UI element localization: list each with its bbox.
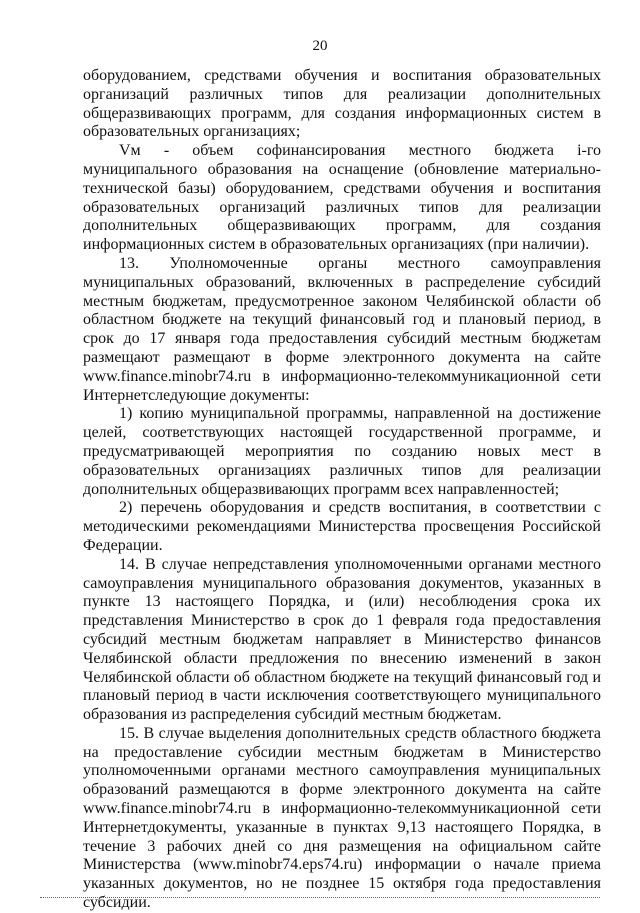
paragraph-13: 13. Уполномоченные органы местного самоуправления муниципальных образований, включенных в распределение субсидий местным бюджетам, предусмотренное законом Челябинской области об областном бюджете на текущий финансовый год и плановый период, в срок до 17 января года предоставления субсидий местным бюджетам размещают размещают в форме электронного документа на сайте www.finance.minobr74.ru в информационно-телекоммуникационной сети Интернетследующие документы: [83, 254, 601, 404]
paragraph-13-item-2: 2) перечень оборудования и средств воспитания, в соответствии с методическими рекомендациями Министерства просвещения Российской Федерации. [83, 499, 601, 554]
footer-divider [40, 897, 600, 898]
paragraph-13-item-1: 1) копию муниципальной программы, направленной на достижение целей, соответствующих настоящей государственной программе, и предусматривающей мероприятия по созданию новых мест в образовательных организациях различных типов для реализации дополнительных общеразвивающих программ всех направленностей; [83, 405, 601, 498]
paragraph-vm-definition: Vм - объем софинансирования местного бюджета i-го муниципального образования на оснащение (обновление материально-технической базы) оборудованием, средствами обучения и воспитания образовательных организаций различных типов для реализации дополнительных общеразвивающих программ, для создания информационных систем в образовательных организациях (при наличии). [83, 142, 601, 254]
document-body [83, 67, 601, 913]
paragraph-15: 15. В случае выделения дополнительных средств областного бюджета на предоставление субсидии местным бюджетам в Министерство уполномоченными органами местного самоуправления муниципальных образований размещаются в форме электронного документа на сайте www.finance.minobr74.ru в информационно-телекоммуникационной сети Интернетдокументы, указанные в пунктах 9,13 настоящего Порядка, в течение 3 рабочих дней со дня размещения на официальном сайте Министерства (www.minobr74.eps74.ru) информации о начале приема указанных документов, но не позднее 15 октября года предоставления субсидии. [83, 724, 601, 912]
paragraph-continuation: оборудованием, средствами обучения и воспитания образовательных организаций различных типов для реализации дополнительных общеразвивающих программ, для создания информационных систем в образовательных организациях; [83, 67, 601, 141]
paragraph-14: 14. В случае непредставления уполномоченными органами местного самоуправления муниципального образования документов, указанных в пункте 13 настоящего Порядка, и (или) несоблюдения срока их представления Министерство в срок до 1 февраля года предоставления субсидий местным бюджетам направляет в Министерство финансов Челябинской области предложения по внесению изменений в закон Челябинской области об областном бюджете на текущий финансовый год и плановый период в части исключения соответствующего муниципального образования из распределения субсидий местным бюджетам. [83, 555, 601, 724]
page-number: 20 [312, 38, 328, 54]
